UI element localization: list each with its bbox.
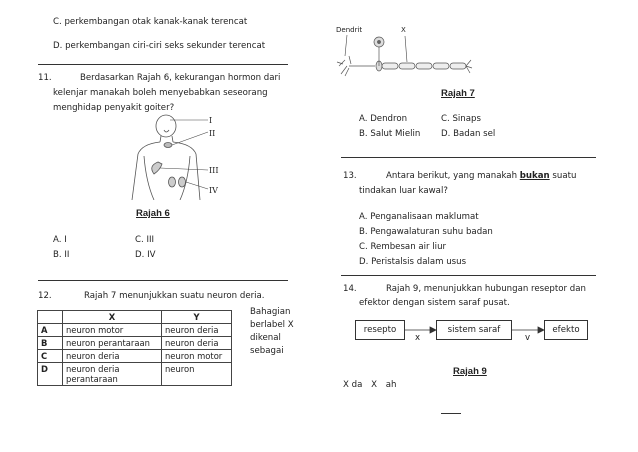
- q13-option-c: C. Rembesan air liur: [359, 242, 447, 252]
- q13-option-b: B. Pengawalaturan suhu badan: [359, 227, 493, 237]
- q11-line3: menghidap penyakit goiter?: [53, 103, 175, 113]
- cell-y: neuron motor: [162, 350, 232, 363]
- label-x: X: [401, 26, 406, 34]
- bottom-text-x: X: [371, 380, 377, 390]
- q11-line2: kelenjar manakah boleh menyebabkan seseorang: [53, 88, 268, 98]
- box-sistem-saraf: sistem saraf: [436, 320, 512, 340]
- row-label: C: [38, 350, 63, 363]
- figure-label-ii: II: [209, 129, 216, 138]
- rajah-7-neuron-figure: [335, 26, 475, 82]
- q13-line1-pre: Antara berikut, yang manakah: [386, 171, 520, 181]
- q12-answer-table: [37, 310, 232, 386]
- box-reseptor: resepto: [355, 320, 405, 340]
- table-row[interactable]: [38, 324, 232, 337]
- q12-option-c: C. Sinaps: [441, 114, 481, 124]
- box-efektor: efekto: [544, 320, 588, 340]
- divider: [38, 64, 288, 65]
- q13-bukan: bukan: [519, 171, 550, 181]
- divider: [341, 275, 596, 276]
- cell-x: neuron deria: [63, 350, 162, 363]
- divider: [38, 280, 288, 281]
- cell-x: neuron perantaraan: [63, 337, 162, 350]
- row-label: B: [38, 337, 63, 350]
- q14-line2: efektor dengan sistem saraf pusat.: [359, 298, 510, 308]
- q11-option-d: D. IV: [135, 250, 156, 260]
- rajah-7-caption: Rajah 7: [441, 88, 475, 99]
- q12-option-a: A. Dendron: [359, 114, 408, 124]
- underline-mark: [441, 413, 461, 414]
- cell-x: [63, 363, 162, 386]
- q11-line1: Berdasarkan Rajah 6, kekurangan hormon dari: [80, 73, 281, 83]
- q10-option-d: D. perkembangan ciri-ciri seks sekunder terencat: [53, 41, 266, 51]
- arrow-label-v: v: [525, 333, 531, 343]
- bottom-text-2: ah: [385, 380, 397, 390]
- q12-side-text: [250, 306, 294, 358]
- figure-label-i: I: [209, 116, 213, 125]
- q14-number: 14.: [343, 284, 357, 294]
- cell-y: neuron deria: [162, 337, 232, 350]
- q13-line1-post: suatu: [549, 171, 577, 181]
- q12-text: Rajah 7 menunjukkan suatu neuron deria.: [84, 291, 265, 301]
- q12-option-d: D. Badan sel: [441, 129, 496, 139]
- divider: [341, 157, 596, 158]
- q13-line1: [386, 171, 576, 181]
- table-header-row: [38, 311, 232, 324]
- q12-number: 12.: [38, 291, 52, 301]
- q11-option-a: A. I: [53, 235, 67, 245]
- arrow-label-x: x: [415, 333, 421, 343]
- figure-label-iv: IV: [209, 186, 218, 195]
- row-label: A: [38, 324, 63, 337]
- row-label: D: [38, 363, 63, 386]
- q14-bottom-text: [343, 380, 396, 390]
- cell-x: neuron motor: [63, 324, 162, 337]
- cell-y: neuron: [162, 363, 232, 386]
- q13-line2: tindakan luar kawal?: [359, 186, 448, 196]
- q11-option-c: C. III: [135, 235, 155, 245]
- table-header-x: X: [63, 311, 162, 324]
- side-text-line: sebagai: [250, 346, 284, 356]
- table-header-empty: [38, 311, 63, 324]
- table-row[interactable]: [38, 337, 232, 350]
- cell-y: neuron deria: [162, 324, 232, 337]
- table-row[interactable]: [38, 363, 232, 386]
- cell-x-line2: perantaraan: [66, 374, 118, 384]
- rajah-6-caption: Rajah 6: [136, 208, 170, 219]
- label-dendrit: Dendrit: [336, 26, 363, 34]
- q12-option-b: B. Salut Mielin: [359, 129, 421, 139]
- q10-option-c: C. perkembangan otak kanak-kanak terencat: [53, 17, 248, 27]
- q13-option-d: D. Peristalsis dalam usus: [359, 257, 467, 267]
- rajah-9-caption: Rajah 9: [453, 366, 487, 377]
- q13-option-a: A. Penganalisaan maklumat: [359, 212, 479, 222]
- rajah-6-body-figure: [128, 112, 238, 200]
- q11-number: 11.: [38, 73, 52, 83]
- q13-number: 13.: [343, 171, 357, 181]
- table-row[interactable]: [38, 350, 232, 363]
- side-text-line: Bahagian: [250, 307, 291, 317]
- table-header-y: Y: [162, 311, 232, 324]
- q11-option-b: B. II: [53, 250, 70, 260]
- q14-line1: Rajah 9, menunjukkan hubungan reseptor dan: [386, 284, 586, 294]
- bottom-text-1: X da: [343, 380, 363, 390]
- side-text-line: berlabel X: [250, 320, 294, 330]
- figure-label-iii: III: [209, 166, 219, 175]
- cell-x-line1: neuron deria: [66, 364, 120, 374]
- side-text-line: dikenal: [250, 333, 281, 343]
